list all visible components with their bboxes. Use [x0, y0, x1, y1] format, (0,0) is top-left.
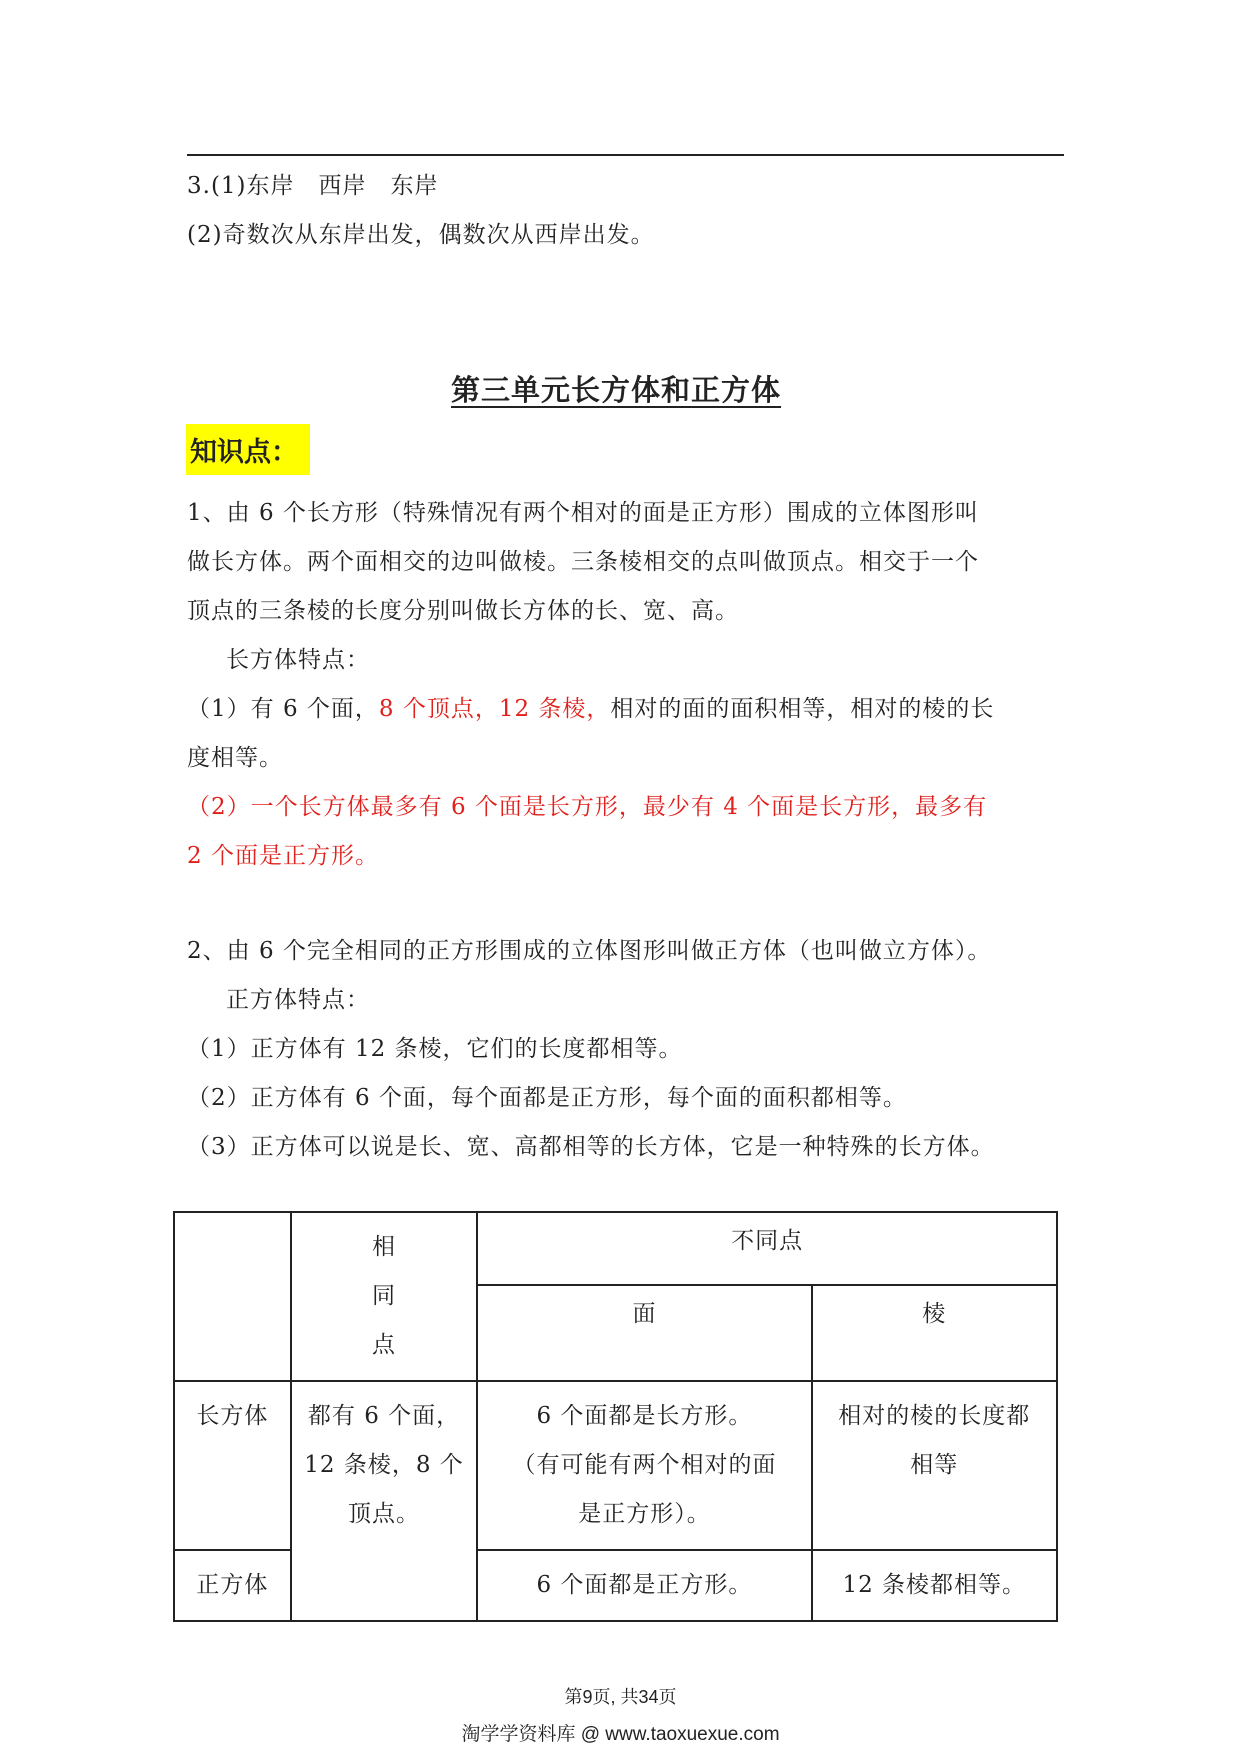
- same-content-line: 都有 6 个面，: [307, 1403, 461, 1429]
- cuboid-feature-title: 长方体特点：: [226, 647, 370, 673]
- cube-row-label: 正方体: [174, 1550, 291, 1621]
- diff-points-header: 不同点: [477, 1212, 1057, 1285]
- site-footer: 淘学学资料库 @ www.taoxuexue.com: [461, 1724, 780, 1745]
- same-content-line: 12 条棱，8 个: [304, 1452, 464, 1478]
- same-header-char: 点: [372, 1332, 397, 1358]
- same-points-header: [291, 1212, 478, 1381]
- edge-header: 棱: [812, 1285, 1057, 1381]
- point2-intro: 2、由 6 个完全相同的正方形围成的立体图形叫做正方体（也叫做立方体）。: [187, 938, 992, 964]
- cube-feature-1: （1）正方体有 12 条棱，它们的长度都相等。: [187, 1036, 683, 1062]
- same-content-line: 顶点。: [348, 1501, 421, 1527]
- cube-edge-cell: 12 条棱都相等。: [812, 1550, 1057, 1621]
- cuboid-feature-1: [187, 690, 994, 723]
- cuboid-face-line: （有可能有两个相对的面: [512, 1452, 777, 1478]
- point1-line-3: 顶点的三条棱的长度分别叫做长方体的长、宽、高。: [187, 598, 739, 624]
- cuboid-feature-1-highlight: 8 个顶点，12 条棱，: [378, 696, 611, 722]
- unit-title: 第三单元长方体和正方体: [451, 373, 782, 407]
- cuboid-feature-1-cont: 度相等。: [187, 745, 283, 771]
- cuboid-edge-cell: [812, 1381, 1057, 1550]
- point1-line-2: 做长方体。两个面相交的边叫做棱。三条棱相交的点叫做顶点。相交于一个: [187, 549, 979, 575]
- cuboid-feature-1-prefix: （1）有 6 个面，: [187, 696, 379, 722]
- cube-face-cell: 6 个面都是正方形。: [477, 1550, 811, 1621]
- cuboid-face-line: 是正方形）。: [578, 1501, 711, 1527]
- cube-feature-2: （2）正方体有 6 个面，每个面都是正方形，每个面的面积都相等。: [187, 1085, 907, 1111]
- cuboid-edge-line: 相对的棱的长度都: [838, 1403, 1031, 1429]
- cuboid-face-line: 6 个面都是长方形。: [536, 1403, 753, 1429]
- answer-line-2: (2)奇数次从东岸出发，偶数次从西岸出发。: [187, 222, 655, 248]
- same-header-char: 相: [372, 1234, 397, 1260]
- header-rule: [187, 154, 1064, 156]
- cube-feature-title: 正方体特点：: [226, 987, 370, 1013]
- face-header: 面: [477, 1285, 811, 1381]
- comparison-table: [173, 1211, 1058, 1622]
- cuboid-feature-2-line-1: （2）一个长方体最多有 6 个面是长方形，最少有 4 个面是长方形，最多有: [187, 794, 988, 820]
- table-corner-cell: [174, 1212, 291, 1381]
- same-points-content: [291, 1381, 478, 1621]
- cuboid-row-label: 长方体: [174, 1381, 291, 1550]
- point1-line-1: 1、由 6 个长方形（特殊情况有两个相对的面是正方形）围成的立体图形叫: [187, 500, 979, 526]
- cuboid-feature-2-line-2: 2 个面是正方形。: [187, 843, 379, 869]
- cube-feature-3: （3）正方体可以说是长、宽、高都相等的长方体，它是一种特殊的长方体。: [187, 1134, 995, 1160]
- knowledge-point-label: 知识点：: [186, 424, 310, 475]
- cuboid-feature-1-suffix: 相对的面的面积相等，相对的棱的长: [610, 696, 995, 722]
- table-header-row: [174, 1212, 1057, 1285]
- page-number: 第9页, 共34页: [564, 1687, 677, 1707]
- cuboid-edge-line: 相等: [910, 1452, 959, 1478]
- table-row-cuboid: [174, 1381, 1057, 1550]
- cuboid-face-cell: [477, 1381, 811, 1550]
- answer-line-1: 3.(1)东岸 西岸 东岸: [187, 173, 439, 199]
- same-header-char: 同: [372, 1283, 397, 1309]
